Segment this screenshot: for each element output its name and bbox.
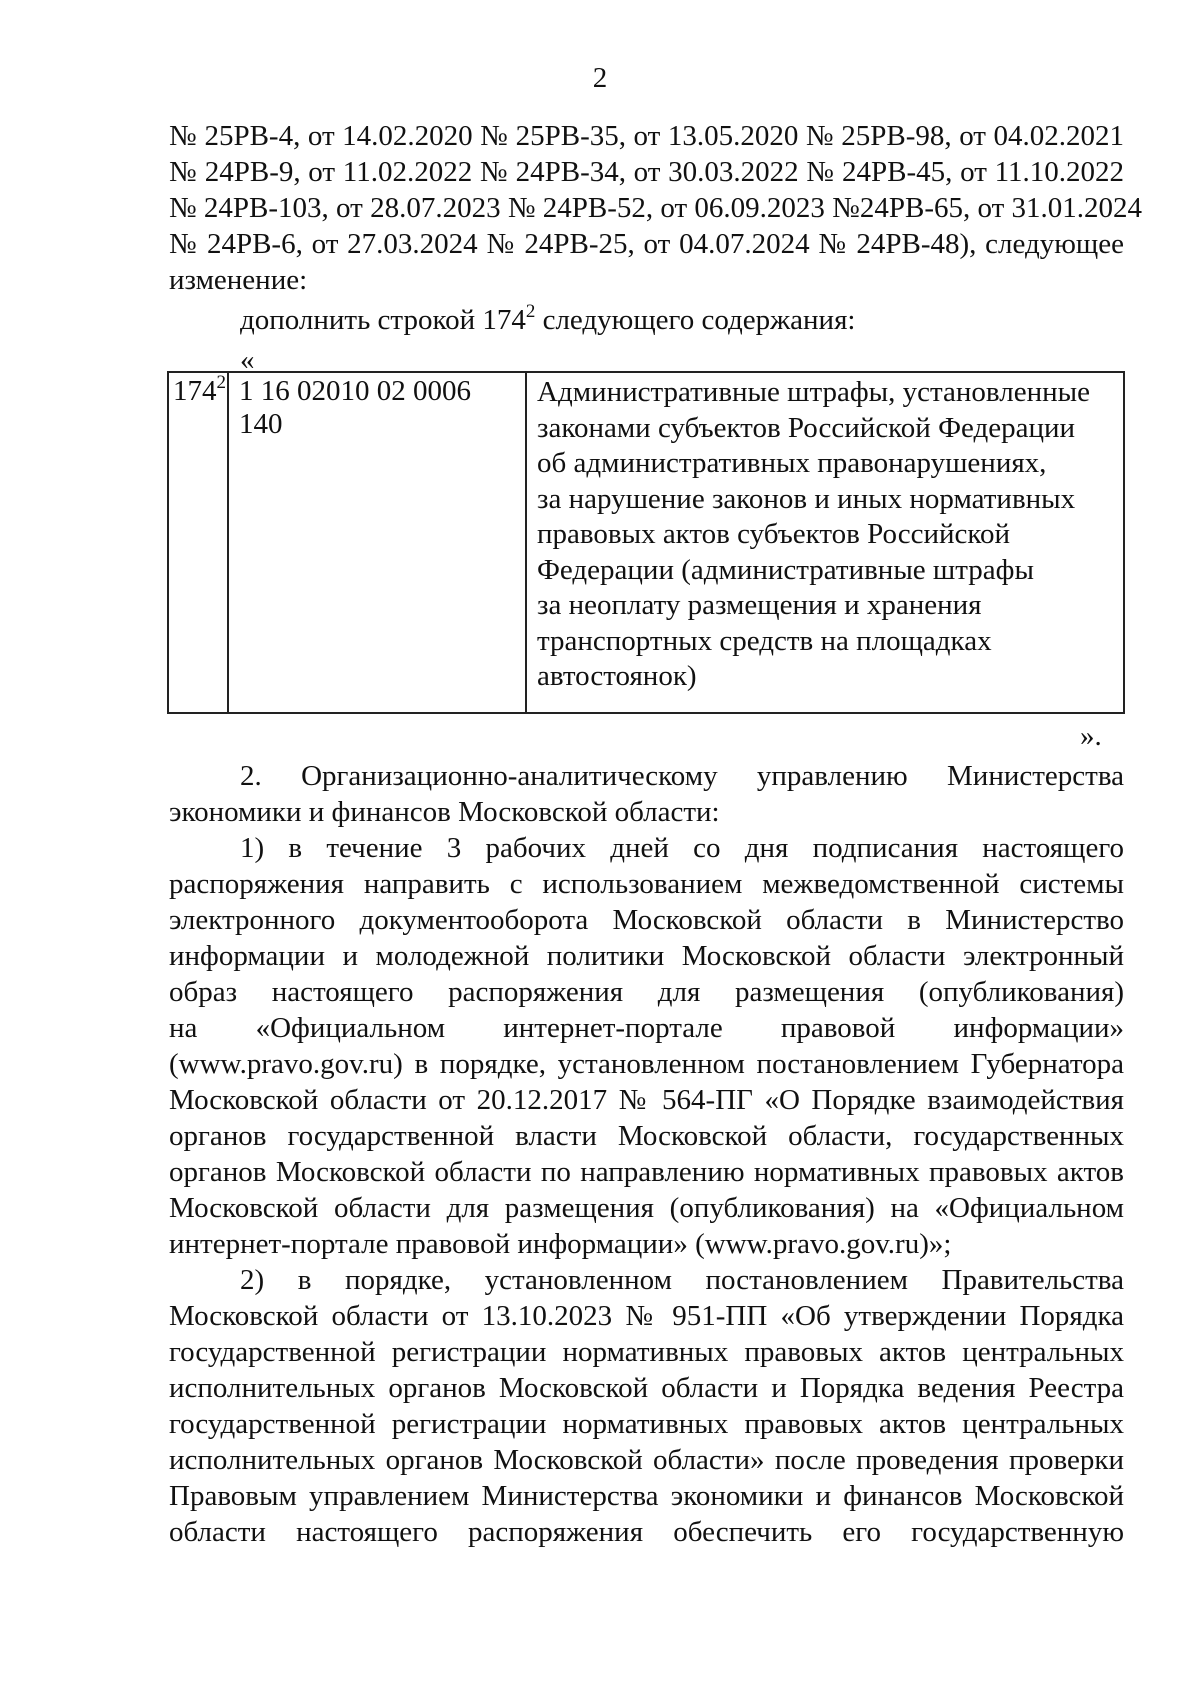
text-line: образ настоящего распоряжения для размещения (опубликования) <box>169 976 1124 1008</box>
supplement-before: дополнить строкой 174 <box>240 304 526 336</box>
supplement-sup: 2 <box>525 301 536 323</box>
text-line: 2. Организационно-аналитическому управлению Министерства <box>240 760 1124 792</box>
description-line: за неоплату размещения и хранения <box>537 589 982 621</box>
text-line: электронного документооборота Московской области в Министерство <box>169 904 1124 936</box>
description-line: за нарушение законов и иных нормативных <box>537 482 1076 515</box>
text-line: государственной регистрации нормативных правовых актов центральных <box>169 1336 1124 1368</box>
text-line: Московской области для размещения (опубликования) на «Официальном <box>169 1192 1124 1224</box>
row-number-sup: 2 <box>216 372 226 394</box>
quote-open: « <box>240 344 255 376</box>
page-number: 2 <box>592 62 608 94</box>
quote-close: ». <box>1080 720 1102 752</box>
text-line: 1) в течение 3 рабочих дней со дня подписания настоящего <box>240 832 1124 864</box>
text-line: № 24РВ-103, от 28.07.2023 № 24РВ-52, от 06.09.2023 №24РВ-65, от 31.01.2024 <box>169 192 1143 224</box>
text-line: интернет-портале правовой информации» (www.pravo.gov.ru)»; <box>169 1228 952 1260</box>
text-line: изменение: <box>169 264 308 296</box>
budget-code-table <box>167 371 1125 714</box>
description-line: об административных правонарушениях, <box>537 447 1047 479</box>
text-line: органов государственной власти Московской области, государственных <box>169 1120 1124 1152</box>
text-line: экономики и финансов Московской области: <box>169 796 720 828</box>
text-line: Правовым управлением Министерства экономики и финансов Московской <box>169 1480 1124 1512</box>
text-line: распоряжения направить с использованием межведомственной системы <box>169 868 1124 900</box>
description-cell <box>526 372 1124 713</box>
table-row <box>168 372 1124 713</box>
text-line: области настоящего распоряжения обеспечить его государственную <box>169 1516 1124 1548</box>
text-line: Московской области от 20.12.2017 № 564-ПГ «О Порядке взаимодействия <box>169 1084 1124 1116</box>
row-number: 174 <box>173 375 217 407</box>
description-line: Административные штрафы, установленные <box>537 376 1090 408</box>
text-line: исполнительных органов Московской области и Порядка ведения Реестра <box>169 1372 1124 1404</box>
description-line: автостоянок) <box>537 660 697 692</box>
description-line: правовых актов субъектов Российской <box>537 518 1010 550</box>
text-line: № 24РВ-6, от 27.03.2024 № 24РВ-25, от 04.07.2024 № 24РВ-48), следующее <box>169 228 1124 260</box>
text-line: на «Официальном интернет-портале правовой информации» <box>169 1012 1124 1044</box>
text-line: (www.pravo.gov.ru) в порядке, установленном постановлением Губернатора <box>169 1048 1124 1080</box>
code-cell: 1 16 02010 02 0006 140 <box>228 372 526 713</box>
text-line: Московской области от 13.10.2023 № 951-ПП «Об утверждении Порядка <box>169 1300 1124 1332</box>
description-line: транспортных средств на площадках <box>537 624 992 657</box>
text-line: информации и молодежной политики Московской области электронный <box>169 940 1124 972</box>
description-line: Федерации (административные штрафы <box>537 553 1034 586</box>
text-line: государственной регистрации нормативных правовых актов центральных <box>169 1408 1124 1440</box>
row-number-cell <box>168 372 228 713</box>
text-line: 2) в порядке, установленном постановлением Правительства <box>240 1264 1124 1296</box>
text-line: органов Московской области по направлению нормативных правовых актов <box>169 1156 1124 1188</box>
description-line: законами субъектов Российской Федерации <box>537 411 1076 444</box>
text-line: № 25РВ-4, от 14.02.2020 № 25РВ-35, от 13.05.2020 № 25РВ-98, от 04.02.2021 <box>169 120 1124 152</box>
supplement-after: следующего содержания: <box>535 304 856 336</box>
text-line: № 24РВ-9, от 11.02.2022 № 24РВ-34, от 30.03.2022 № 24РВ-45, от 11.10.2022 <box>169 156 1124 188</box>
supplement-line <box>240 302 1124 338</box>
text-line: исполнительных органов Московской области» после проведения проверки <box>169 1444 1124 1476</box>
